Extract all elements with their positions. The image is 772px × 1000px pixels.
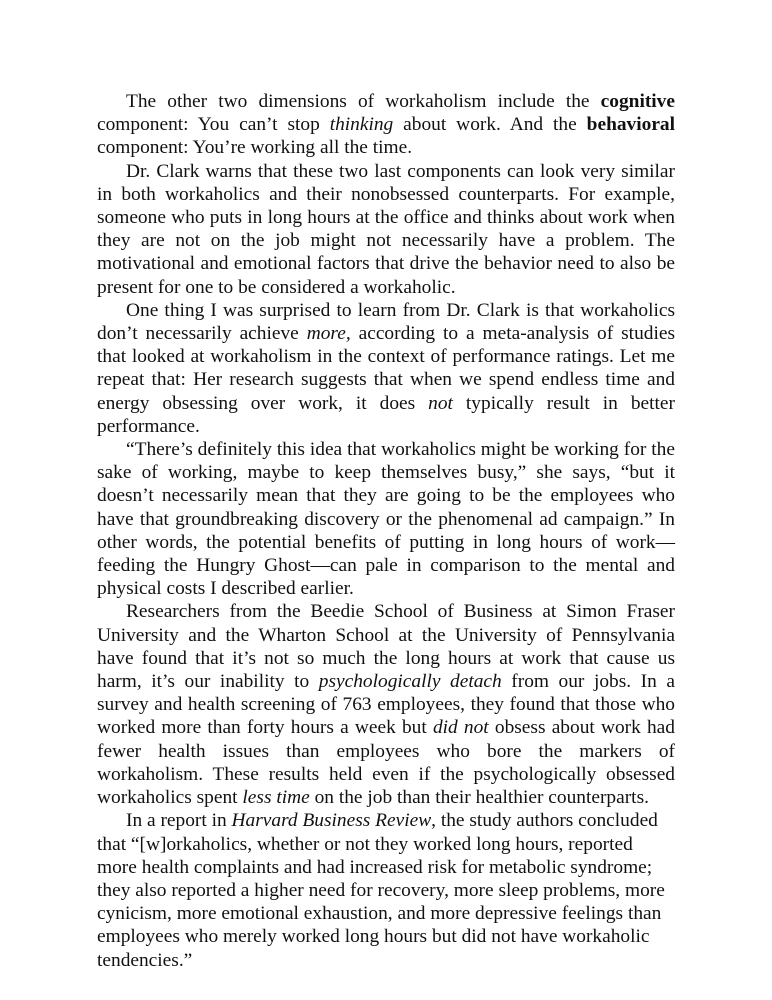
italic-text: more, — [306, 323, 351, 345]
body-text — [97, 90, 675, 972]
document-page — [97, 90, 675, 972]
paragraph — [97, 160, 675, 299]
italic-text: Harvard Business Review — [231, 810, 432, 832]
text-run: component: You can’t stop — [97, 114, 330, 136]
text-run: about work. And the — [393, 114, 587, 136]
text-run: component: You’re working all the time. — [97, 137, 413, 159]
text-run: from our jobs. In a survey and health screening of 763 employees, they found that those who worked more than forty hours a week but — [97, 671, 675, 739]
paragraph — [97, 809, 675, 971]
paragraph — [97, 299, 675, 438]
italic-text: thinking — [329, 114, 394, 136]
paragraph — [97, 90, 675, 160]
bold-text: cognitive — [600, 91, 675, 112]
text-run: typically result in better performance. — [97, 392, 675, 437]
italic-text: less time — [242, 787, 310, 809]
paragraph — [97, 600, 675, 809]
text-run: obsess about work had fewer health issues than employees who bore the markers of workaholism. These results held even if the psychologically obsessed workaholics spent — [97, 717, 675, 809]
text-run: One thing I was surprised to learn from Dr. Clark is that workaholics don’t necessarily achieve — [97, 299, 675, 345]
italic-text: not — [428, 392, 453, 414]
text-run: according to a meta-analysis of studies that looked at workaholism in the context of performance ratings. Let me repeat that: Her research suggests that when we spend endless time and energy obsessing over work, it does — [97, 323, 675, 414]
text-run: “There’s definitely this idea that workaholics might be working for the sake of working, maybe to keep themselves busy,” she says, “but it doesn’t necessarily mean that they are going to be the employees who have that groundbreaking discovery or the phenomenal ad campaign.” In other words, the potential benefits of putting in long hours of work—feeding the Hungry Ghost—can pale in comparison to the mental and physical costs I described earlier. — [97, 439, 675, 600]
text-run: on the job than their healthier counterparts. — [309, 787, 649, 809]
italic-text: psychologically detach — [318, 671, 502, 693]
paragraph — [97, 438, 675, 600]
text-run: The other two dimensions of workaholism include the — [126, 91, 601, 112]
text-run: Dr. Clark warns that these two last components can look very similar in both workaholics and their nonobsessed counterparts. For example, someone who puts in long hours at the office and thinks about work when they are not on the job might not necessarily have a problem. The motivational and emotional factors that drive the behavior need to also be present for one to be considered a workaholic. — [97, 160, 675, 298]
text-run: , the study authors concluded that “[w]orkaholics, whether or not they worked long hours, reported more health complaints and had increased risk for metabolic syndrome; they also reported a higher need for recovery, more sleep problems, more cynicism, more emotional exhaustion, and more depressive feelings than employees who merely worked long hours but did not have workaholic tendencies.” — [97, 810, 665, 971]
text-run: Researchers from the Beedie School of Business at Simon Fraser University and the Wharton School at the University of Pennsylvania have found that it’s not so much the long hours at work that cause us harm, it’s our inability to — [97, 601, 675, 693]
bold-text: behavioral — [586, 114, 676, 136]
italic-text: did not — [432, 717, 489, 739]
text-run: In a report in — [126, 810, 232, 832]
